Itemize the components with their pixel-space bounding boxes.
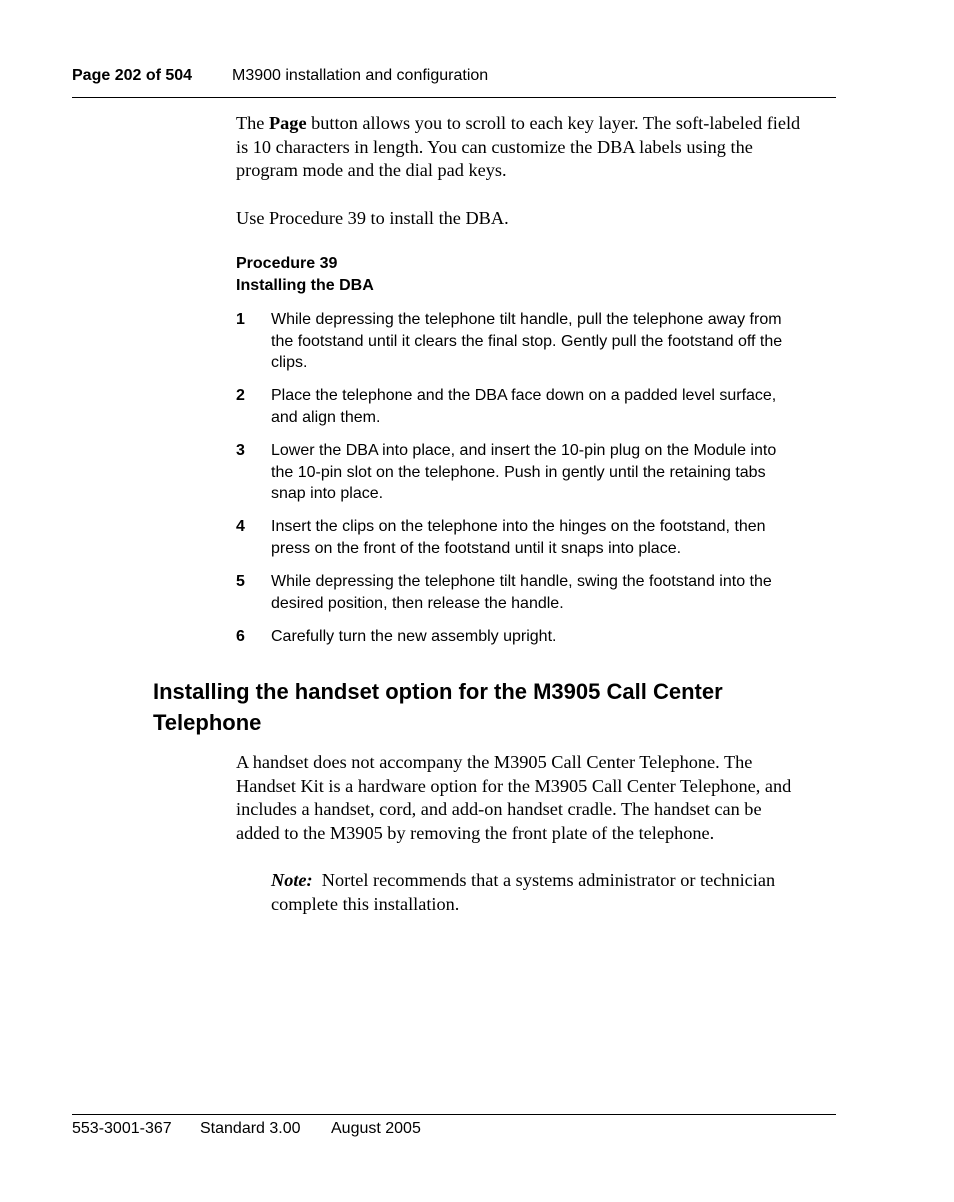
page-header — [72, 65, 836, 98]
intro-paragraph — [236, 112, 841, 183]
step-line: the footstand until it clears the final stop. Gently pull the footstand off the — [271, 332, 783, 350]
section-heading-line-2: Telephone — [153, 710, 262, 735]
body-line: Handset Kit is a hardware option for the M3905 Call Center Telephone, and — [236, 775, 792, 796]
step-line: Place the telephone and the DBA face down on a padded level surface, — [271, 387, 777, 404]
body-line: A handset does not accompany the M3905 Call Center Telephone. The — [236, 752, 753, 772]
step-text — [271, 440, 837, 505]
section-heading — [153, 676, 843, 738]
procedure-heading — [236, 253, 374, 297]
standard-version: Standard 3.00 — [200, 1120, 301, 1137]
step-number: 4 — [236, 518, 245, 535]
intro-text-after: button allows you to scroll to each key layer. The soft-labeled field — [306, 113, 801, 133]
page-footer — [72, 1114, 836, 1137]
section-heading-line-1: Installing the handset option for the M3905 Call Center — [153, 679, 723, 704]
procedure-number: Procedure 39 — [236, 255, 338, 272]
intro-line-1 — [236, 112, 841, 136]
intro-text-before: The — [236, 113, 269, 133]
body-line: includes a handset, cord, and add-on handset cradle. The handset can be — [236, 799, 762, 819]
step-text — [271, 385, 837, 428]
step-text — [271, 571, 837, 614]
document-number: 553-3001-367 — [72, 1120, 172, 1137]
step-line: press on the front of the footstand until it snaps into place. — [271, 539, 682, 557]
note-label: Note: — [271, 870, 313, 890]
body-line: added to the M3905 by removing the front plate of the telephone. — [236, 822, 715, 843]
note-block — [271, 869, 841, 916]
step-line: Lower the DBA into place, and insert the 10-pin plug on the Module into — [271, 442, 777, 459]
document-title: M3900 installation and configuration — [232, 67, 489, 84]
procedure-reference: Use Procedure 39 to install the DBA. — [236, 208, 509, 228]
step-line: Insert the clips on the telephone into the hinges on the footstand, then — [271, 518, 766, 535]
step-line: the 10-pin slot on the telephone. Push in gently until the retaining tabs — [271, 463, 766, 481]
intro-line-2: is 10 characters in length. You can customize the DBA labels using the — [236, 136, 753, 157]
intro-line-3: program mode and the dial pad keys. — [236, 160, 507, 180]
step-line: clips. — [271, 354, 308, 372]
publication-date: August 2005 — [331, 1120, 421, 1137]
step-number: 2 — [236, 387, 245, 404]
note-line-2: complete this installation. — [271, 893, 460, 914]
step-number: 5 — [236, 573, 245, 590]
step-text — [271, 626, 837, 648]
section-body — [236, 751, 841, 845]
procedure-title: Installing the DBA — [236, 277, 374, 294]
step-number: 1 — [236, 311, 245, 328]
note-text: Nortel recommends that a systems administrator or technician — [321, 870, 776, 890]
step-text — [271, 516, 837, 559]
step-line: and align them. — [271, 408, 381, 426]
step-line: desired position, then release the handle. — [271, 594, 564, 612]
step-line: While depressing the telephone tilt handle, pull the telephone away from — [271, 311, 782, 328]
page-number: Page 202 of 504 — [72, 67, 193, 84]
step-text — [271, 309, 837, 374]
page-button-term: Page — [269, 113, 307, 133]
note-line-1 — [271, 869, 841, 893]
step-line: snap into place. — [271, 485, 384, 503]
step-number: 3 — [236, 442, 245, 459]
step-line: While depressing the telephone tilt handle, swing the footstand into the — [271, 573, 772, 590]
step-number: 6 — [236, 628, 245, 645]
step-line: Carefully turn the new assembly upright. — [271, 628, 557, 645]
